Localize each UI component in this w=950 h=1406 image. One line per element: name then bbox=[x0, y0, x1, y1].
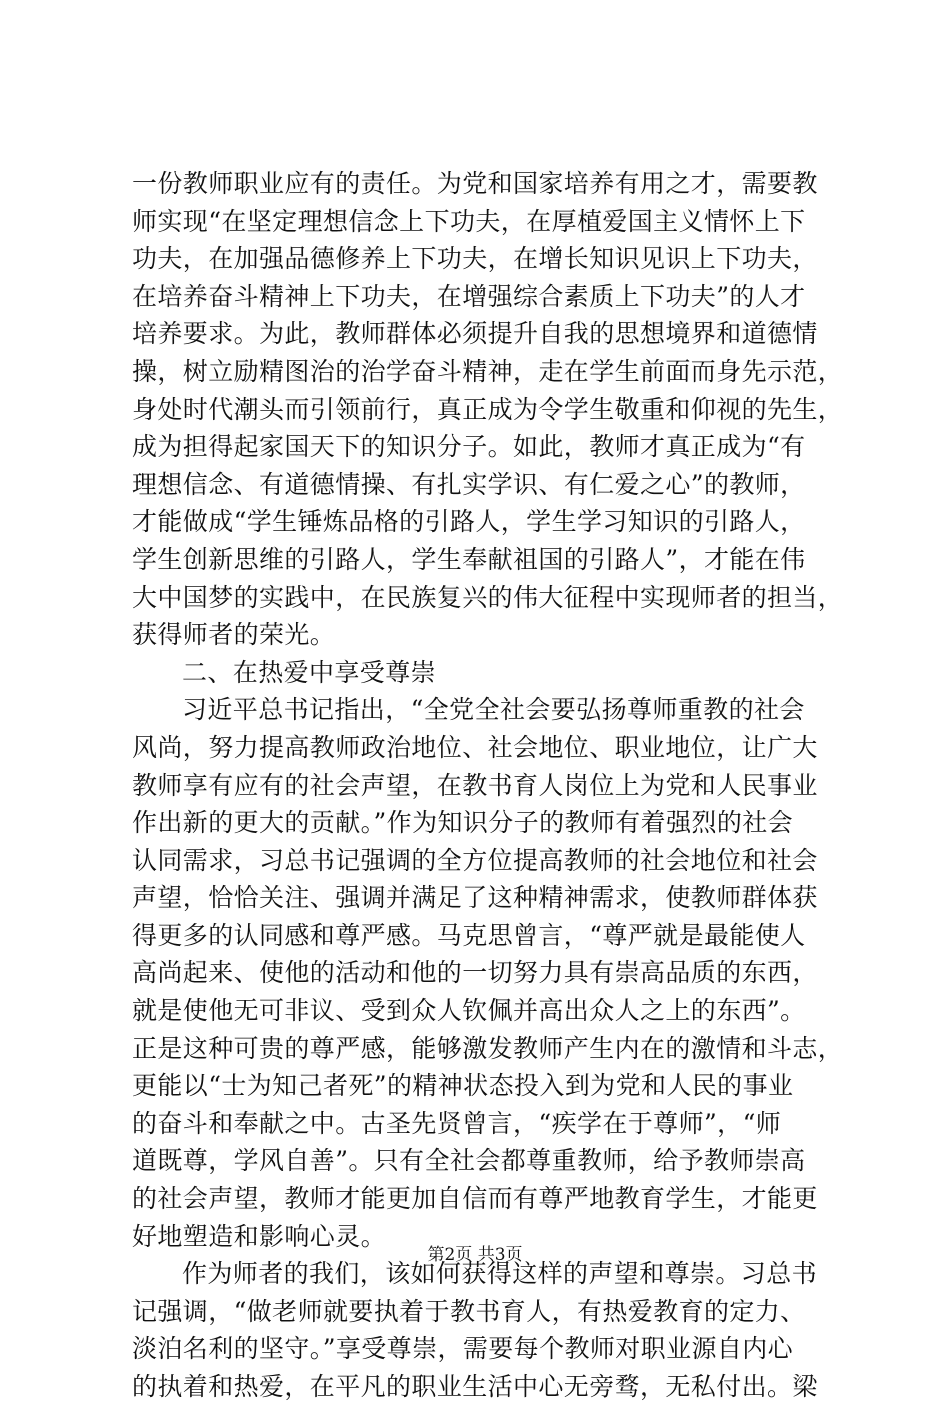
text-line: 获得师者的荣光。 bbox=[132, 620, 336, 650]
text-line: 好地塑造和影响心灵。 bbox=[132, 1221, 387, 1251]
text-line: 师实现“在坚定理想信念上下功夫，在厚植爱国主义情怀上下 bbox=[132, 206, 806, 236]
text-line: 作出新的更大的贡献。”作为知识分子的教师有着强烈的社会 bbox=[132, 808, 794, 838]
text-line: 正是这种可贵的尊严感，能够激发教师产生内在的激情和斗志， bbox=[132, 1033, 844, 1063]
text-line: 理想信念、有道德情操、有扎实学识、有仁爱之心”的教师， bbox=[132, 469, 806, 499]
text-line: 的奋斗和奉献之中。古圣先贤曾言，“疾学在于尊师”，“师 bbox=[132, 1108, 782, 1138]
text-line: 高尚起来、使他的活动和他的一切努力具有崇高品质的东西， bbox=[132, 958, 818, 988]
text-line: 声望，恰恰关注、强调并满足了这种精神需求，使教师群体获 bbox=[132, 883, 818, 913]
text-line: 得更多的认同感和尊严感。马克思曾言，“尊严就是最能使人 bbox=[132, 920, 806, 950]
text-line: 的执着和热爱，在平凡的职业生活中心无旁骛，无私付出。梁 bbox=[132, 1372, 818, 1401]
text-line: 认同需求，习总书记强调的全方位提高教师的社会地位和社会 bbox=[132, 845, 818, 875]
text-line: 在培养奋斗精神上下功夫，在增强综合素质上下功夫”的人才 bbox=[132, 281, 806, 311]
text-line: 成为担得起家国天下的知识分子。如此，教师才真正成为“有 bbox=[132, 432, 806, 462]
text-line: 更能以“士为知己者死”的精神状态投入到为党和人民的事业 bbox=[132, 1071, 794, 1101]
paragraph-first-line: 习近平总书记指出，“全党全社会要弘扬尊师重教的社会 bbox=[182, 695, 805, 725]
section-heading: 二、在热爱中享受尊崇 bbox=[182, 657, 437, 687]
paragraph-first-line: 作为师者的我们，该如何获得这样的声望和尊崇。习总书 bbox=[182, 1259, 818, 1289]
page-number-footer: 第2页 共3页 bbox=[427, 1245, 523, 1265]
text-line: 教师享有应有的社会声望，在教书育人岗位上为党和人民事业 bbox=[132, 770, 818, 800]
text-line: 淡泊名利的坚守。”享受尊崇，需要每个教师对职业源自内心 bbox=[132, 1334, 794, 1364]
text-line: 一份教师职业应有的责任。为党和国家培养有用之才，需要教 bbox=[132, 169, 818, 198]
document-body bbox=[132, 165, 844, 1406]
text-line: 大中国梦的实践中，在民族复兴的伟大征程中实现师者的担当， bbox=[132, 582, 844, 612]
text-line: 学生创新思维的引路人，学生奉献祖国的引路人”，才能在伟 bbox=[132, 544, 806, 574]
text-line: 培养要求。为此，教师群体必须提升自我的思想境界和道德情 bbox=[132, 319, 818, 349]
text-line: 记强调，“做老师就要执着于教书育人，有热爱教育的定力、 bbox=[132, 1296, 806, 1326]
text-line: 道既尊，学风自善”。只有全社会都尊重教师，给予教师崇高 bbox=[132, 1146, 806, 1176]
text-line: 身处时代潮头而引领前行，真正成为令学生敬重和仰视的先生， bbox=[132, 394, 844, 424]
text-line: 功夫，在加强品德修养上下功夫，在增长知识见识上下功夫， bbox=[132, 244, 818, 274]
text-line: 的社会声望，教师才能更加自信而有尊严地教育学生，才能更 bbox=[132, 1184, 818, 1214]
text-line: 就是使他无可非议、受到众人钦佩并高出众人之上的东西”。 bbox=[132, 996, 806, 1026]
text-line: 操，树立励精图治的治学奋斗精神，走在学生前面而身先示范， bbox=[132, 356, 844, 386]
text-line: 风尚，努力提高教师政治地位、社会地位、职业地位，让广大 bbox=[132, 732, 818, 762]
text-line: 才能做成“学生锤炼品格的引路人，学生学习知识的引路人， bbox=[132, 507, 806, 537]
